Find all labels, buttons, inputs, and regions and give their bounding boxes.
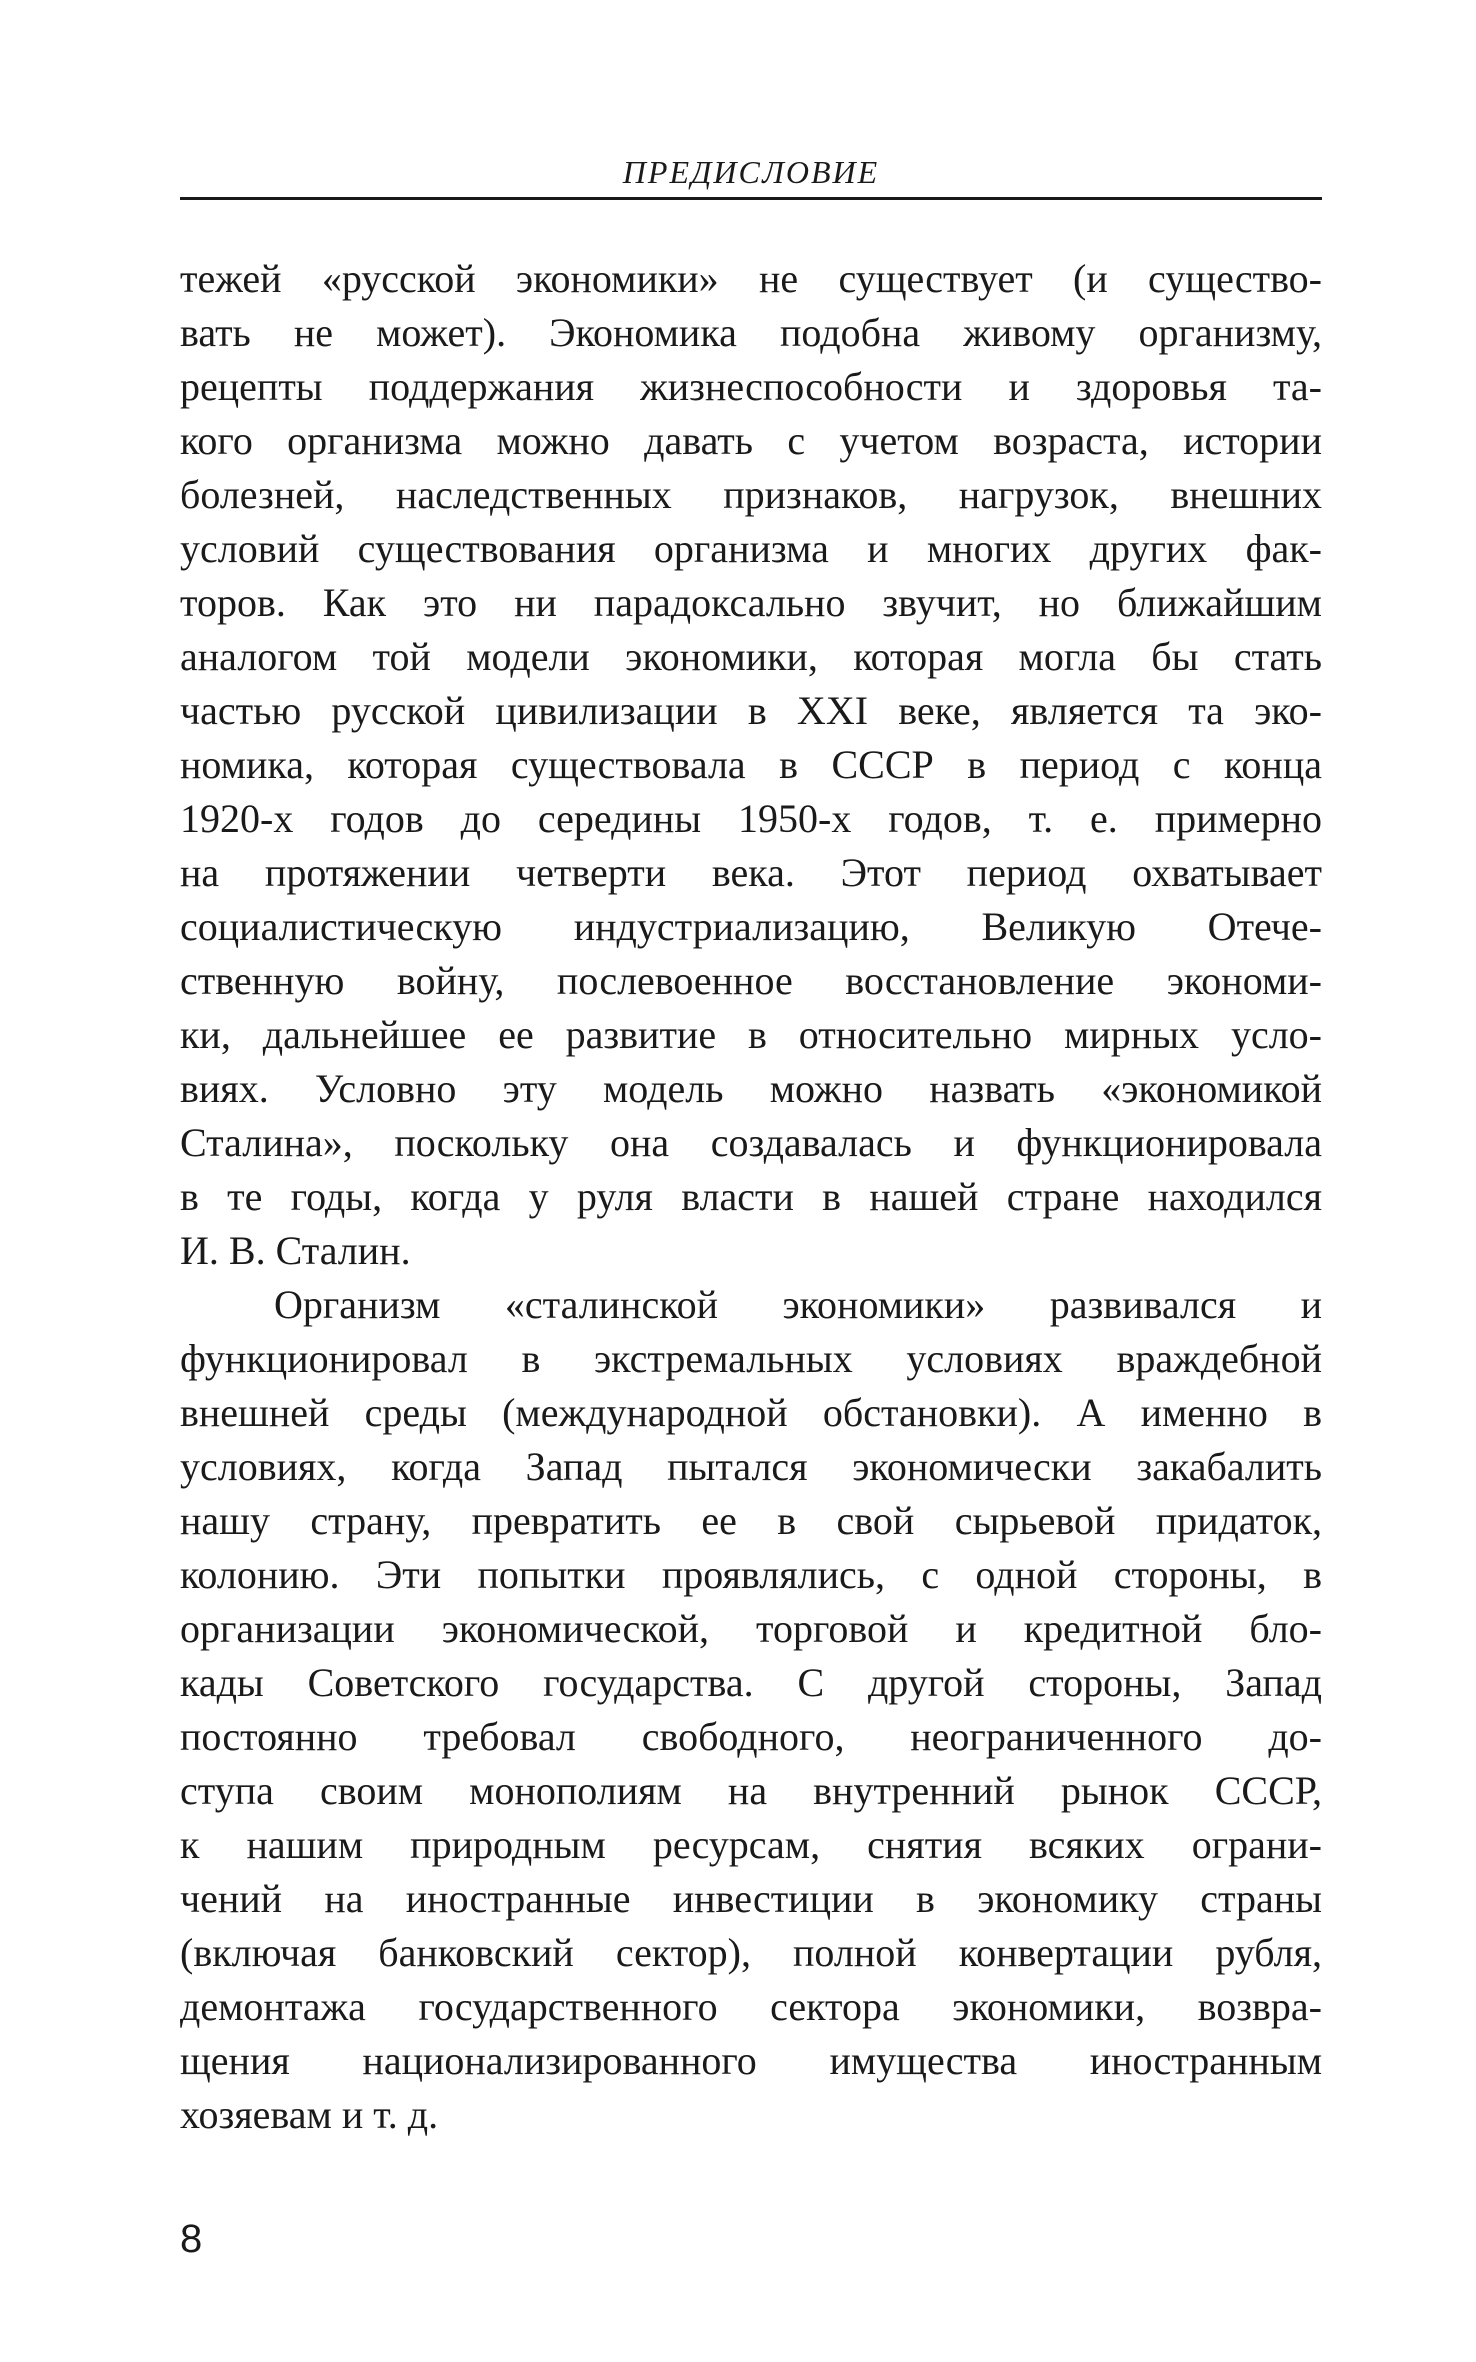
header-divider xyxy=(180,197,1322,200)
page-number: 8 xyxy=(180,2217,203,2261)
text-line: виях. Условно эту модель можно назвать «экономикой xyxy=(180,1066,1322,1111)
text-line: Организм «сталинской экономики» развивался и xyxy=(274,1282,1322,1327)
text-line: Сталина», поскольку она создавалась и функционировала xyxy=(180,1120,1322,1165)
text-line: ки, дальнейшее ее развитие в относительно мирных усло- xyxy=(180,1012,1322,1057)
text-line: к нашим природным ресурсам, снятия всяких ограни- xyxy=(180,1822,1322,1867)
text-line: ственную войну, послевоенное восстановление экономи- xyxy=(180,958,1322,1003)
text-line: ступа своим монополиям на внутренний рынок СССР, xyxy=(180,1768,1322,1813)
text-line: 1920-х годов до середины 1950-х годов, т. е. примерно xyxy=(180,796,1322,841)
text-line: демонтажа государственного сектора экономики, возвра- xyxy=(180,1984,1322,2029)
text-line: на протяжении четверти века. Этот период охватывает xyxy=(180,850,1322,895)
text-line: тежей «русской экономики» не существует (и существо- xyxy=(180,256,1322,301)
text-line: хозяевам и т. д. xyxy=(180,2092,439,2137)
text-line: болезней, наследственных признаков, нагрузок, внешних xyxy=(180,472,1322,517)
text-line: аналогом той модели экономики, которая могла бы стать xyxy=(180,634,1322,679)
text-line: торов. Как это ни парадоксально звучит, но ближайшим xyxy=(180,580,1322,625)
text-line: колонию. Эти попытки проявлялись, с одной стороны, в xyxy=(180,1552,1322,1597)
text-line: частью русской цивилизации в XXI веке, является та эко- xyxy=(180,688,1322,733)
text-line: И. В. Сталин. xyxy=(180,1228,411,1273)
text-line: в те годы, когда у руля власти в нашей стране находился xyxy=(180,1174,1322,1219)
text-line: постоянно требовал свободного, неограниченного до- xyxy=(180,1714,1322,1759)
body-text xyxy=(180,252,1322,2142)
text-line: условиях, когда Запад пытался экономически закабалить xyxy=(180,1444,1322,1489)
text-line: вать не может). Экономика подобна живому организму, xyxy=(180,310,1322,355)
text-line: условий существования организма и многих других фак- xyxy=(180,526,1322,571)
text-line: рецепты поддержания жизнеспособности и здоровья та- xyxy=(180,364,1322,409)
text-line: нашу страну, превратить ее в свой сырьевой придаток, xyxy=(180,1498,1322,1543)
text-line: кого организма можно давать с учетом возраста, истории xyxy=(180,418,1322,463)
text-line: внешней среды (международной обстановки). А именно в xyxy=(180,1390,1322,1435)
text-line: номика, которая существовала в СССР в период с конца xyxy=(180,742,1322,787)
text-line: щения национализированного имущества иностранным xyxy=(180,2038,1322,2083)
text-line: чений на иностранные инвестиции в экономику страны xyxy=(180,1876,1322,1921)
text-line: социалистическую индустриализацию, Великую Отече- xyxy=(180,904,1322,949)
running-header-title: ПРЕДИСЛОВИЕ xyxy=(622,154,880,190)
paragraph-2 xyxy=(180,1278,1322,2142)
text-line: организации экономической, торговой и кредитной бло- xyxy=(180,1606,1322,1651)
paragraph-1 xyxy=(180,252,1322,1278)
text-line: функционировал в экстремальных условиях враждебной xyxy=(180,1336,1322,1381)
text-line: кады Советского государства. С другой стороны, Запад xyxy=(180,1660,1322,1705)
text-line: (включая банковский сектор), полной конвертации рубля, xyxy=(180,1930,1322,1975)
